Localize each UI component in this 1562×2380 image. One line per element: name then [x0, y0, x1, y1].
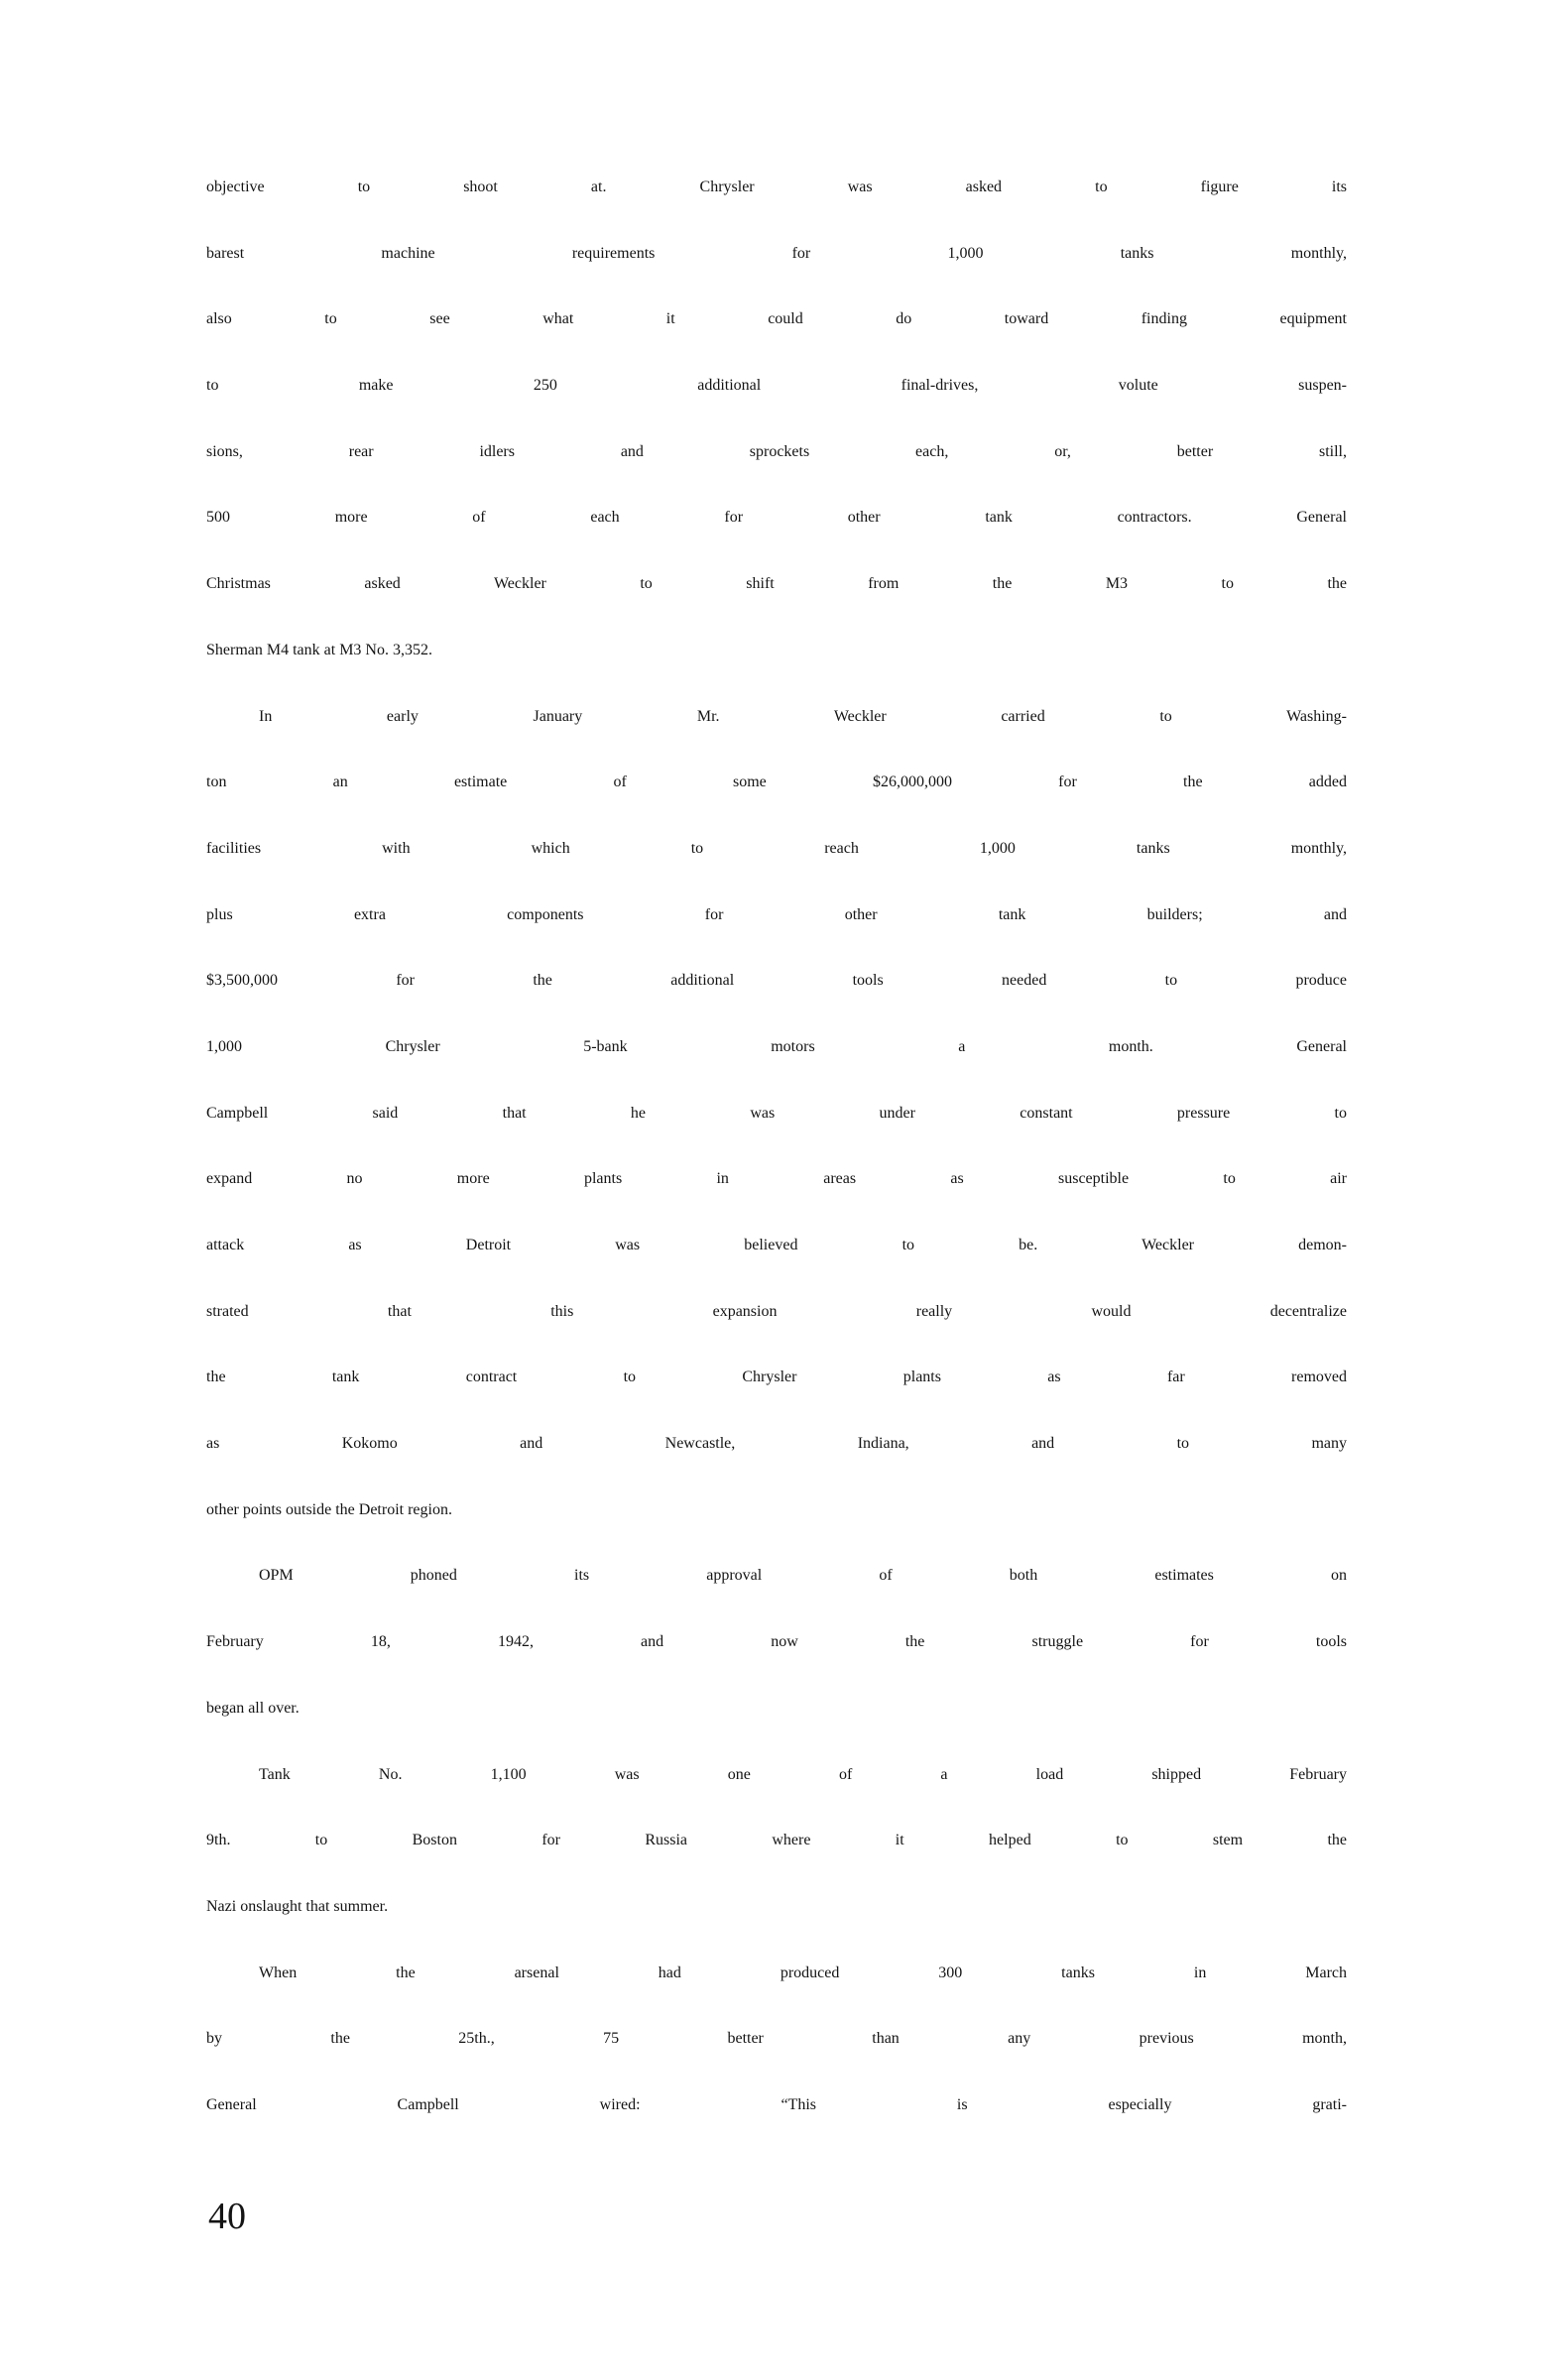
text-line: 500 more of each for other tank contractors. General — [206, 509, 1347, 527]
text-line: other points outside the Detroit region. — [206, 1500, 452, 1518]
text-line: sions, rear idlers and sprockets each, or, better still, — [206, 442, 1347, 460]
text-line: Nazi onslaught that summer. — [206, 1897, 389, 1915]
text-line: by the 25th., 75 better than any previous month, — [206, 2030, 1347, 2048]
text-line: began all over. — [206, 1699, 300, 1717]
text-line: expand no more plants in areas as susceptible to air — [206, 1170, 1347, 1188]
page-number: 40 — [208, 2196, 246, 2237]
text-line: also to see what it could do toward finding equipment — [206, 310, 1347, 328]
text-line: When the arsenal had produced 300 tanks in March — [259, 1964, 1347, 1981]
body-text — [206, 178, 1347, 2163]
text-line: plus extra components for other tank builders; and — [206, 905, 1347, 923]
text-line: the tank contract to Chrysler plants as far removed — [206, 1368, 1347, 1386]
text-line: barest machine requirements for 1,000 tanks monthly, — [206, 244, 1347, 262]
text-line: General Campbell wired: “This is especially grati- — [206, 2095, 1347, 2113]
text-line: Sherman M4 tank at M3 No. 3,352. — [206, 641, 432, 658]
text-line: strated that this expansion really would decentralize — [206, 1302, 1347, 1320]
text-line: Christmas asked Weckler to shift from the M3 to the — [206, 575, 1347, 593]
text-line: objective to shoot at. Chrysler was asked to figure its — [206, 178, 1347, 195]
text-line: In early January Mr. Weckler carried to Washing- — [259, 707, 1347, 725]
text-line: 1,000 Chrysler 5-bank motors a month. General — [206, 1037, 1347, 1055]
text-line: attack as Detroit was believed to be. Weckler demon- — [206, 1237, 1347, 1253]
text-line: $3,500,000 for the additional tools needed to produce — [206, 972, 1347, 990]
text-line: as Kokomo and Newcastle, Indiana, and to many — [206, 1435, 1347, 1453]
text-line: February 18, 1942, and now the struggle for tools — [206, 1633, 1347, 1651]
text-line: OPM phoned its approval of both estimates on — [259, 1567, 1347, 1585]
text-line: 9th. to Boston for Russia where it helped to stem the — [206, 1832, 1347, 1849]
text-line: to make 250 additional final-drives, volute suspen- — [206, 377, 1347, 395]
text-line: facilities with which to reach 1,000 tanks monthly, — [206, 839, 1347, 857]
text-line: Tank No. 1,100 was one of a load shipped February — [259, 1765, 1347, 1783]
text-line: ton an estimate of some $26,000,000 for the added — [206, 774, 1347, 791]
text-line: Campbell said that he was under constant pressure to — [206, 1104, 1347, 1122]
